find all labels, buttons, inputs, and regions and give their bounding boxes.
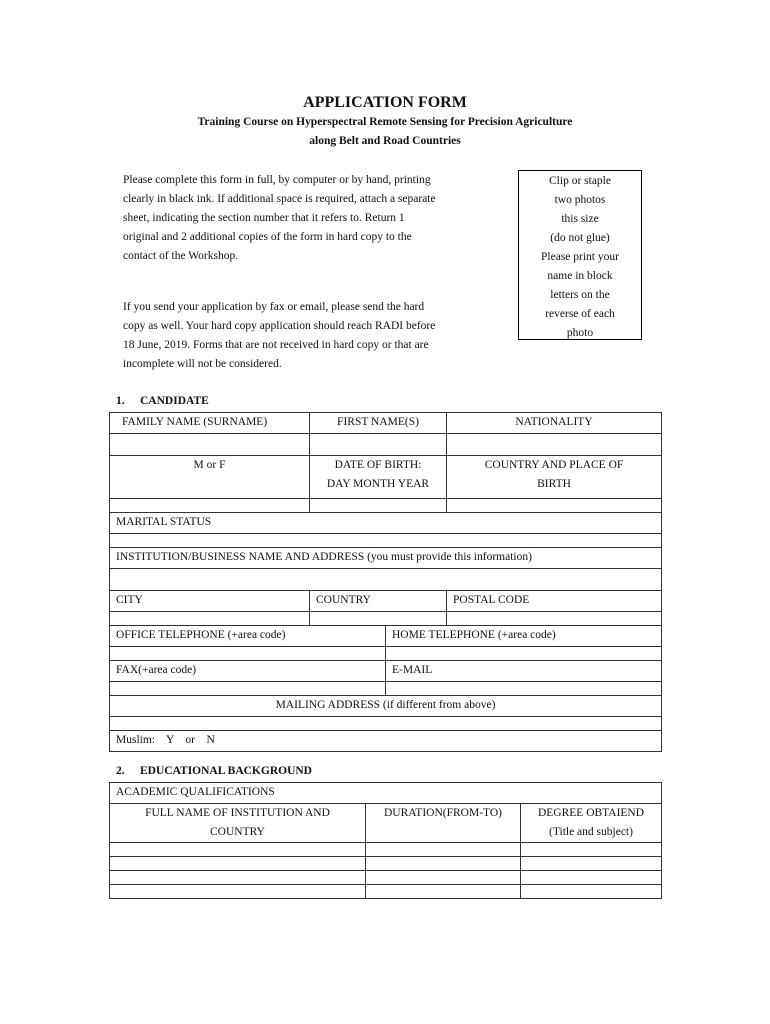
institution-cell[interactable] [110,843,366,857]
marital-status-field[interactable] [110,534,662,548]
degree-cell[interactable] [521,885,662,899]
degree-cell[interactable] [521,843,662,857]
instruction-line: contact of the Workshop. [123,250,239,262]
home-telephone-label: HOME TELEPHONE (+area code) [386,626,662,647]
home-telephone-field[interactable] [386,647,662,661]
muslim-field[interactable]: Muslim: Y or N [110,731,662,752]
degree-header-line2: (Title and subject) [549,826,633,838]
mailing-address-field[interactable] [110,717,662,731]
office-telephone-field[interactable] [110,647,386,661]
photo-box-line: Please print your [541,251,619,263]
photo-box-line: two photos [554,194,606,206]
country-place-of-birth-field[interactable] [447,499,662,513]
family-name-label: FAMILY NAME (SURNAME) [110,413,310,434]
email-field[interactable] [386,682,662,696]
institution-header-line1: FULL NAME OF INSTITUTION AND [145,807,330,819]
duration-cell[interactable] [366,885,521,899]
postal-code-label: POSTAL CODE [447,591,662,612]
family-name-field[interactable] [110,434,310,456]
office-telephone-label: OFFICE TELEPHONE (+area code) [110,626,386,647]
instruction-line: clearly in black ink. If additional space is required, attach a separate [123,193,436,205]
section-number: 1. [116,395,125,407]
country-field[interactable] [310,612,447,626]
date-of-birth-label [310,456,447,499]
form-subtitle-line1: Training Course on Hyperspectral Remote Sensing for Precision Agriculture [197,116,573,128]
photo-box-line: Clip or staple [549,175,611,187]
date-of-birth-field[interactable] [310,499,447,513]
institution-header-line2: COUNTRY [210,826,265,838]
photo-box-line: name in block [547,270,613,282]
email-label: E-MAIL [386,661,662,682]
instruction-line: incomplete will not be considered. [123,358,282,370]
photo-box-line: this size [561,213,599,225]
duration-cell[interactable] [366,843,521,857]
degree-header [521,804,662,843]
instruction-line: original and 2 additional copies of the form in hard copy to the [123,231,412,243]
degree-header-line1: DEGREE OBTAIEND [537,807,645,819]
first-name-label: FIRST NAME(S) [310,413,447,434]
photo-box-line: reverse of each [545,308,615,320]
city-field[interactable] [110,612,310,626]
institution-cell[interactable] [110,885,366,899]
institution-label: INSTITUTION/BUSINESS NAME AND ADDRESS (you must provide this information) [110,548,662,569]
institution-country-header [110,804,366,843]
photo-box-line: photo [566,327,594,339]
section-number: 2. [116,765,125,777]
institution-field[interactable] [110,569,662,591]
country-place-line2: BIRTH [537,478,571,490]
dob-label-line2: DAY MONTH YEAR [326,478,430,490]
fax-field[interactable] [110,682,386,696]
gender-label: M or F [110,456,310,499]
form-subtitle-line2: along Belt and Road Countries [309,135,461,147]
photo-placeholder-box [518,170,642,340]
section-title: EDUCATIONAL BACKGROUND [140,765,312,777]
instructions-paragraph-1 [123,171,494,266]
academic-qualifications-label: ACADEMIC QUALIFICATIONS [110,783,662,804]
instruction-line: If you send your application by fax or email, please send the hard [123,301,425,313]
city-label: CITY [110,591,310,612]
country-label: COUNTRY [310,591,447,612]
section-title: CANDIDATE [140,395,209,407]
section-2-heading [116,765,312,777]
instruction-line: 18 June, 2019. Forms that are not received in hard copy or that are [123,339,429,351]
degree-cell[interactable] [521,871,662,885]
dob-label-line1: DATE OF BIRTH: [334,459,422,471]
photo-box-line: (do not glue) [550,232,610,244]
postal-code-field[interactable] [447,612,662,626]
first-name-field[interactable] [310,434,447,456]
nationality-label: NATIONALITY [447,413,662,434]
duration-cell[interactable] [366,871,521,885]
institution-cell[interactable] [110,871,366,885]
photo-box-line: letters on the [550,289,610,301]
form-title: APPLICATION FORM [303,94,467,111]
instruction-line: copy as well. Your hard copy application should reach RADI before [123,320,436,332]
institution-cell[interactable] [110,857,366,871]
instruction-line: sheet, indicating the section number that it refers to. Return 1 [123,212,405,224]
gender-field[interactable] [110,499,310,513]
education-table [109,782,662,899]
duration-cell[interactable] [366,857,521,871]
section-1-heading [116,395,209,407]
country-place-of-birth-label [447,456,662,499]
country-place-line1: COUNTRY AND PLACE OF [484,459,624,471]
instruction-line: Please complete this form in full, by computer or by hand, printing [123,174,431,186]
nationality-field[interactable] [447,434,662,456]
degree-cell[interactable] [521,857,662,871]
duration-header: DURATION(FROM-TO) [366,804,521,843]
instructions-paragraph-2 [123,298,494,374]
marital-status-label: MARITAL STATUS [110,513,662,534]
mailing-address-label: MAILING ADDRESS (if different from above) [110,696,662,717]
candidate-table [109,412,662,752]
fax-label: FAX(+area code) [110,661,386,682]
